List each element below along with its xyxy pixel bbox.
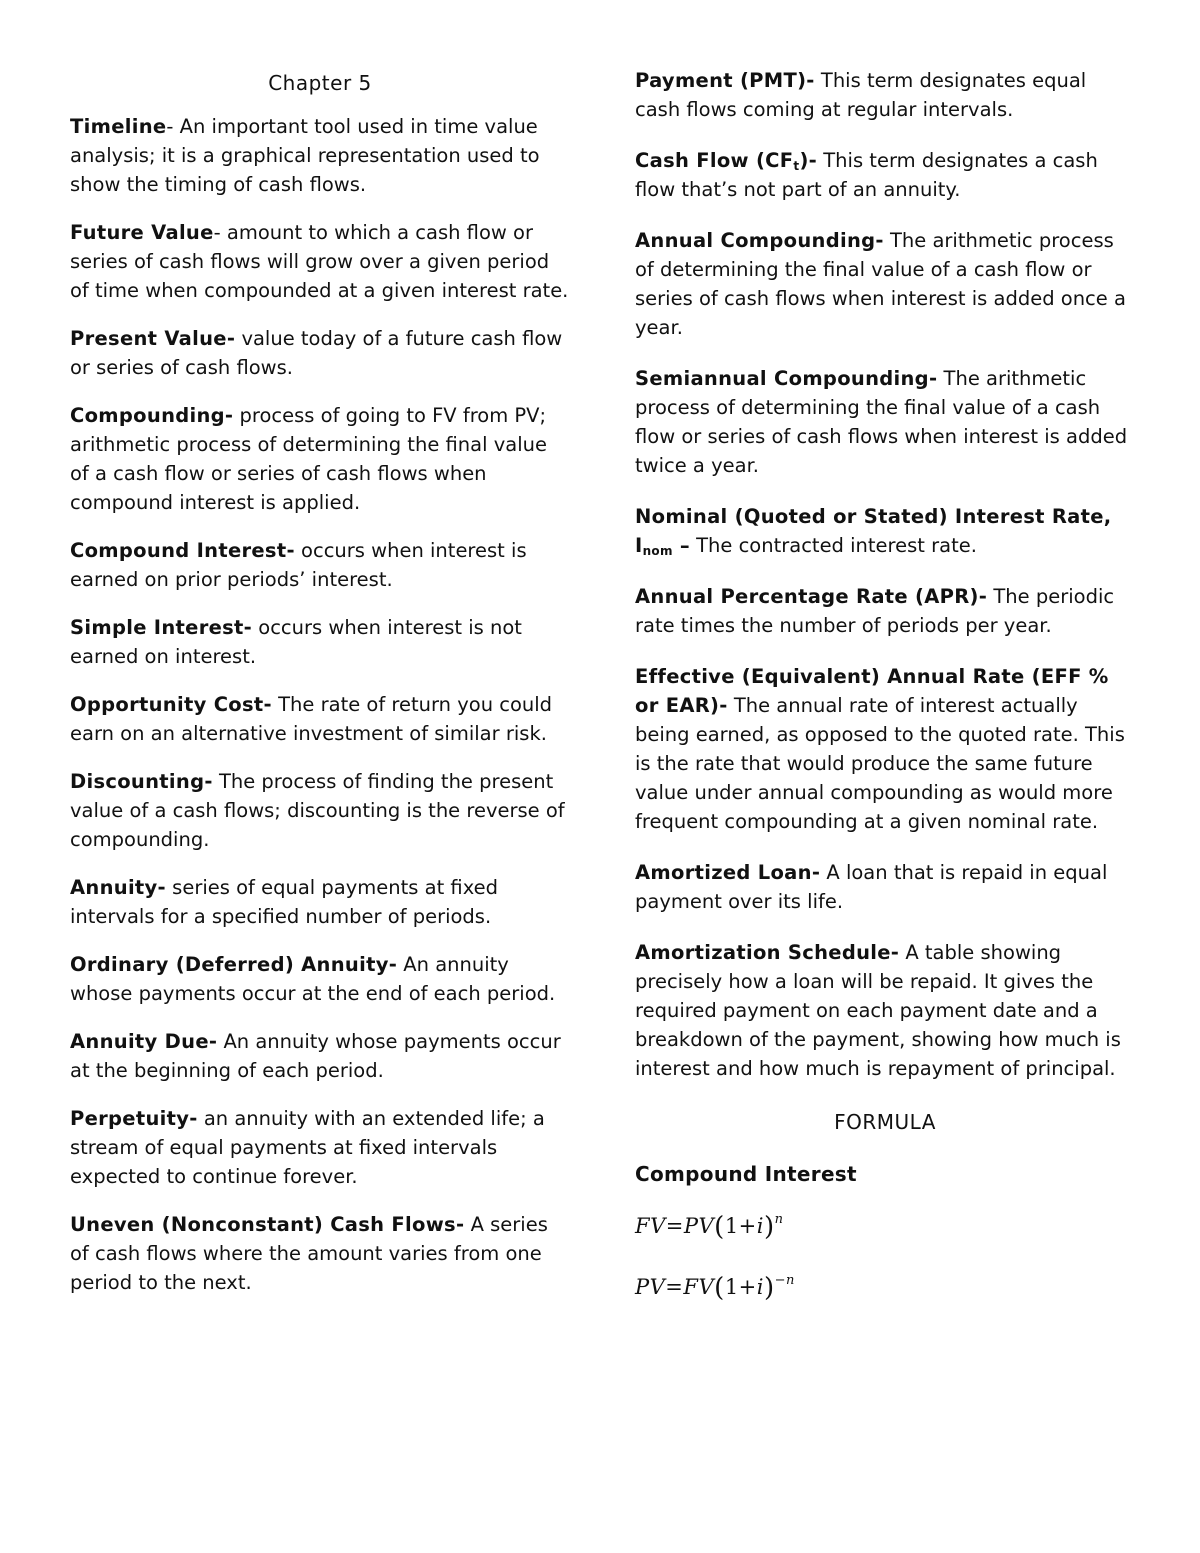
formula-var: i xyxy=(756,1214,764,1238)
definition-text: process of going to FV from PV; arithmetic process of determining the final value of a cash flow or series of cash flows when compound interest is applied. xyxy=(70,404,547,514)
definition-text: occurs when interest is earned on prior periods’ interest. xyxy=(70,539,527,591)
formula-equals: = xyxy=(665,1275,684,1299)
definition-text: The periodic rate times the number of periods per year. xyxy=(635,585,1115,637)
definition-text: An important tool used in time value analysis; it is a graphical representation used to show the timing of cash flows. xyxy=(70,115,540,196)
definition-term: Amortization Schedule- xyxy=(635,941,900,964)
definition-term: Amortized Loan- xyxy=(635,861,821,884)
definition-term: Simple Interest- xyxy=(70,616,253,639)
formula-exponent: n xyxy=(774,1212,784,1227)
definition-term: Opportunity Cost- xyxy=(70,693,272,716)
definition-entry xyxy=(635,582,1135,640)
definition-text: An annuity whose payments occur at the beginning of each period. xyxy=(70,1030,561,1082)
definition-entry xyxy=(635,938,1135,1083)
definition-text: The rate of return you could earn on an alternative investment of similar risk. xyxy=(70,693,553,745)
definition-entry xyxy=(635,226,1135,342)
definition-entry xyxy=(70,218,570,305)
definition-term: Ordinary (Deferred) Annuity- xyxy=(70,953,398,976)
definition-entry xyxy=(70,1210,570,1297)
compound-interest-heading: Compound Interest xyxy=(635,1162,857,1186)
formula-base: 1+ xyxy=(724,1214,757,1238)
definition-entry xyxy=(70,690,570,748)
definition-entry xyxy=(635,364,1135,480)
definition-text: A series of cash flows where the amount varies from one period to the next. xyxy=(70,1213,548,1294)
definition-term: Effective (Equivalent) Annual Rate (EFF % or EAR)- xyxy=(635,665,1109,717)
definition-term: Present Value- xyxy=(70,327,236,350)
definition-text: The contracted interest rate. xyxy=(696,534,977,557)
definition-text: The process of finding the present value of a cash flows; discounting is the reverse of compounding. xyxy=(70,770,565,851)
definition-text: This term designates equal cash flows coming at regular intervals. xyxy=(635,69,1087,121)
definition-entry xyxy=(70,324,570,382)
formula-lhs: FV xyxy=(635,1214,666,1238)
definition-text: The arithmetic process of determining the final value of a cash flow or series of cash flows when interest is added once a year. xyxy=(635,229,1126,339)
term-text: Cash Flow (CF xyxy=(635,149,794,172)
definition-text: An annuity whose payments occur at the end of each period. xyxy=(70,953,556,1005)
definition-term: Annuity- xyxy=(70,876,166,899)
definition-entry xyxy=(70,767,570,854)
definition-text: amount to which a cash flow or series of cash flows will grow over a given period of time when compounded at a given interest rate. xyxy=(70,221,569,302)
definition-term: Perpetuity- xyxy=(70,1107,198,1130)
formula-equals: = xyxy=(665,1214,684,1238)
definition-text: A table showing precisely how a loan will be repaid. It gives the required payment on each payment date and a breakdown of the payment, showing how much is interest and how much is repayment of principal. xyxy=(635,941,1121,1080)
formula-var: i xyxy=(756,1275,764,1299)
definition-text: an annuity with an extended life; a stream of equal payments at fixed intervals expected to continue forever. xyxy=(70,1107,545,1188)
left-column xyxy=(70,66,570,1316)
definition-text: The arithmetic process of determining the final value of a cash flow or series of cash flows when interest is added twice a year. xyxy=(635,367,1128,477)
definition-text: A loan that is repaid in equal payment over its life. xyxy=(635,861,1108,913)
formula-rhs: FV xyxy=(683,1275,715,1299)
definition-entry xyxy=(70,1027,570,1085)
definition-term: Compound Interest- xyxy=(70,539,295,562)
term-text: Nominal (Quoted or Stated) Interest Rate, I xyxy=(635,505,1112,557)
definition-entry xyxy=(635,858,1135,916)
definition-entry xyxy=(635,146,1135,204)
formula-base: 1+ xyxy=(724,1275,757,1299)
term-text: – xyxy=(672,534,690,557)
definition-entry xyxy=(70,873,570,931)
chapter-title: Chapter 5 xyxy=(268,71,372,95)
definition-term: Timeline xyxy=(70,115,167,138)
definition-entry xyxy=(70,536,570,594)
term-text: )- xyxy=(799,149,818,172)
formula-rhs: PV xyxy=(683,1214,715,1238)
definition-text: series of equal payments at fixed intervals for a specified number of periods. xyxy=(70,876,499,928)
right-column xyxy=(635,66,1135,1331)
definition-term: Payment (PMT)- xyxy=(635,69,815,92)
definition-text: The annual rate of interest actually being earned, as opposed to the quoted rate. This is the rate that would produce the same future value under annual compounding as would more frequent compounding at a given nominal rate. xyxy=(635,694,1125,833)
definition-text: occurs when interest is not earned on interest. xyxy=(70,616,522,668)
term-subscript: t xyxy=(793,159,800,173)
definition-term: Future Value xyxy=(70,221,214,244)
definition-term xyxy=(635,149,817,172)
term-separator: - xyxy=(213,221,227,244)
present-value-formula xyxy=(635,1270,1135,1305)
formula-exponent: −n xyxy=(774,1273,795,1288)
definition-entry xyxy=(635,502,1135,560)
definition-entry xyxy=(635,662,1135,836)
definition-term: Annual Percentage Rate (APR)- xyxy=(635,585,988,608)
formula-paren: ) xyxy=(764,1212,775,1242)
definition-entry xyxy=(635,66,1135,124)
definition-text: This term designates a cash flow that’s not part of an annuity. xyxy=(635,149,1098,201)
definition-entry xyxy=(70,1104,570,1191)
definition-entry xyxy=(70,950,570,1008)
definition-entry xyxy=(70,401,570,517)
formula-paren: ( xyxy=(714,1212,725,1242)
definition-term: Uneven (Nonconstant) Cash Flows- xyxy=(70,1213,465,1236)
term-separator: - xyxy=(166,115,180,138)
formula-paren: ) xyxy=(764,1273,775,1303)
definition-term: Semiannual Compounding- xyxy=(635,367,938,390)
definition-term: Annual Compounding- xyxy=(635,229,884,252)
formula-heading: FORMULA xyxy=(834,1110,936,1134)
definition-entry xyxy=(70,613,570,671)
definition-term: Compounding- xyxy=(70,404,234,427)
formula-lhs: PV xyxy=(635,1275,666,1299)
formula-paren: ( xyxy=(714,1273,725,1303)
definition-text: value today of a future cash flow or series of cash flows. xyxy=(70,327,563,379)
term-subscript: nom xyxy=(642,544,673,558)
definition-term: Annuity Due- xyxy=(70,1030,218,1053)
future-value-formula xyxy=(635,1209,1135,1244)
definition-term: Discounting- xyxy=(70,770,213,793)
definition-entry xyxy=(70,112,570,199)
